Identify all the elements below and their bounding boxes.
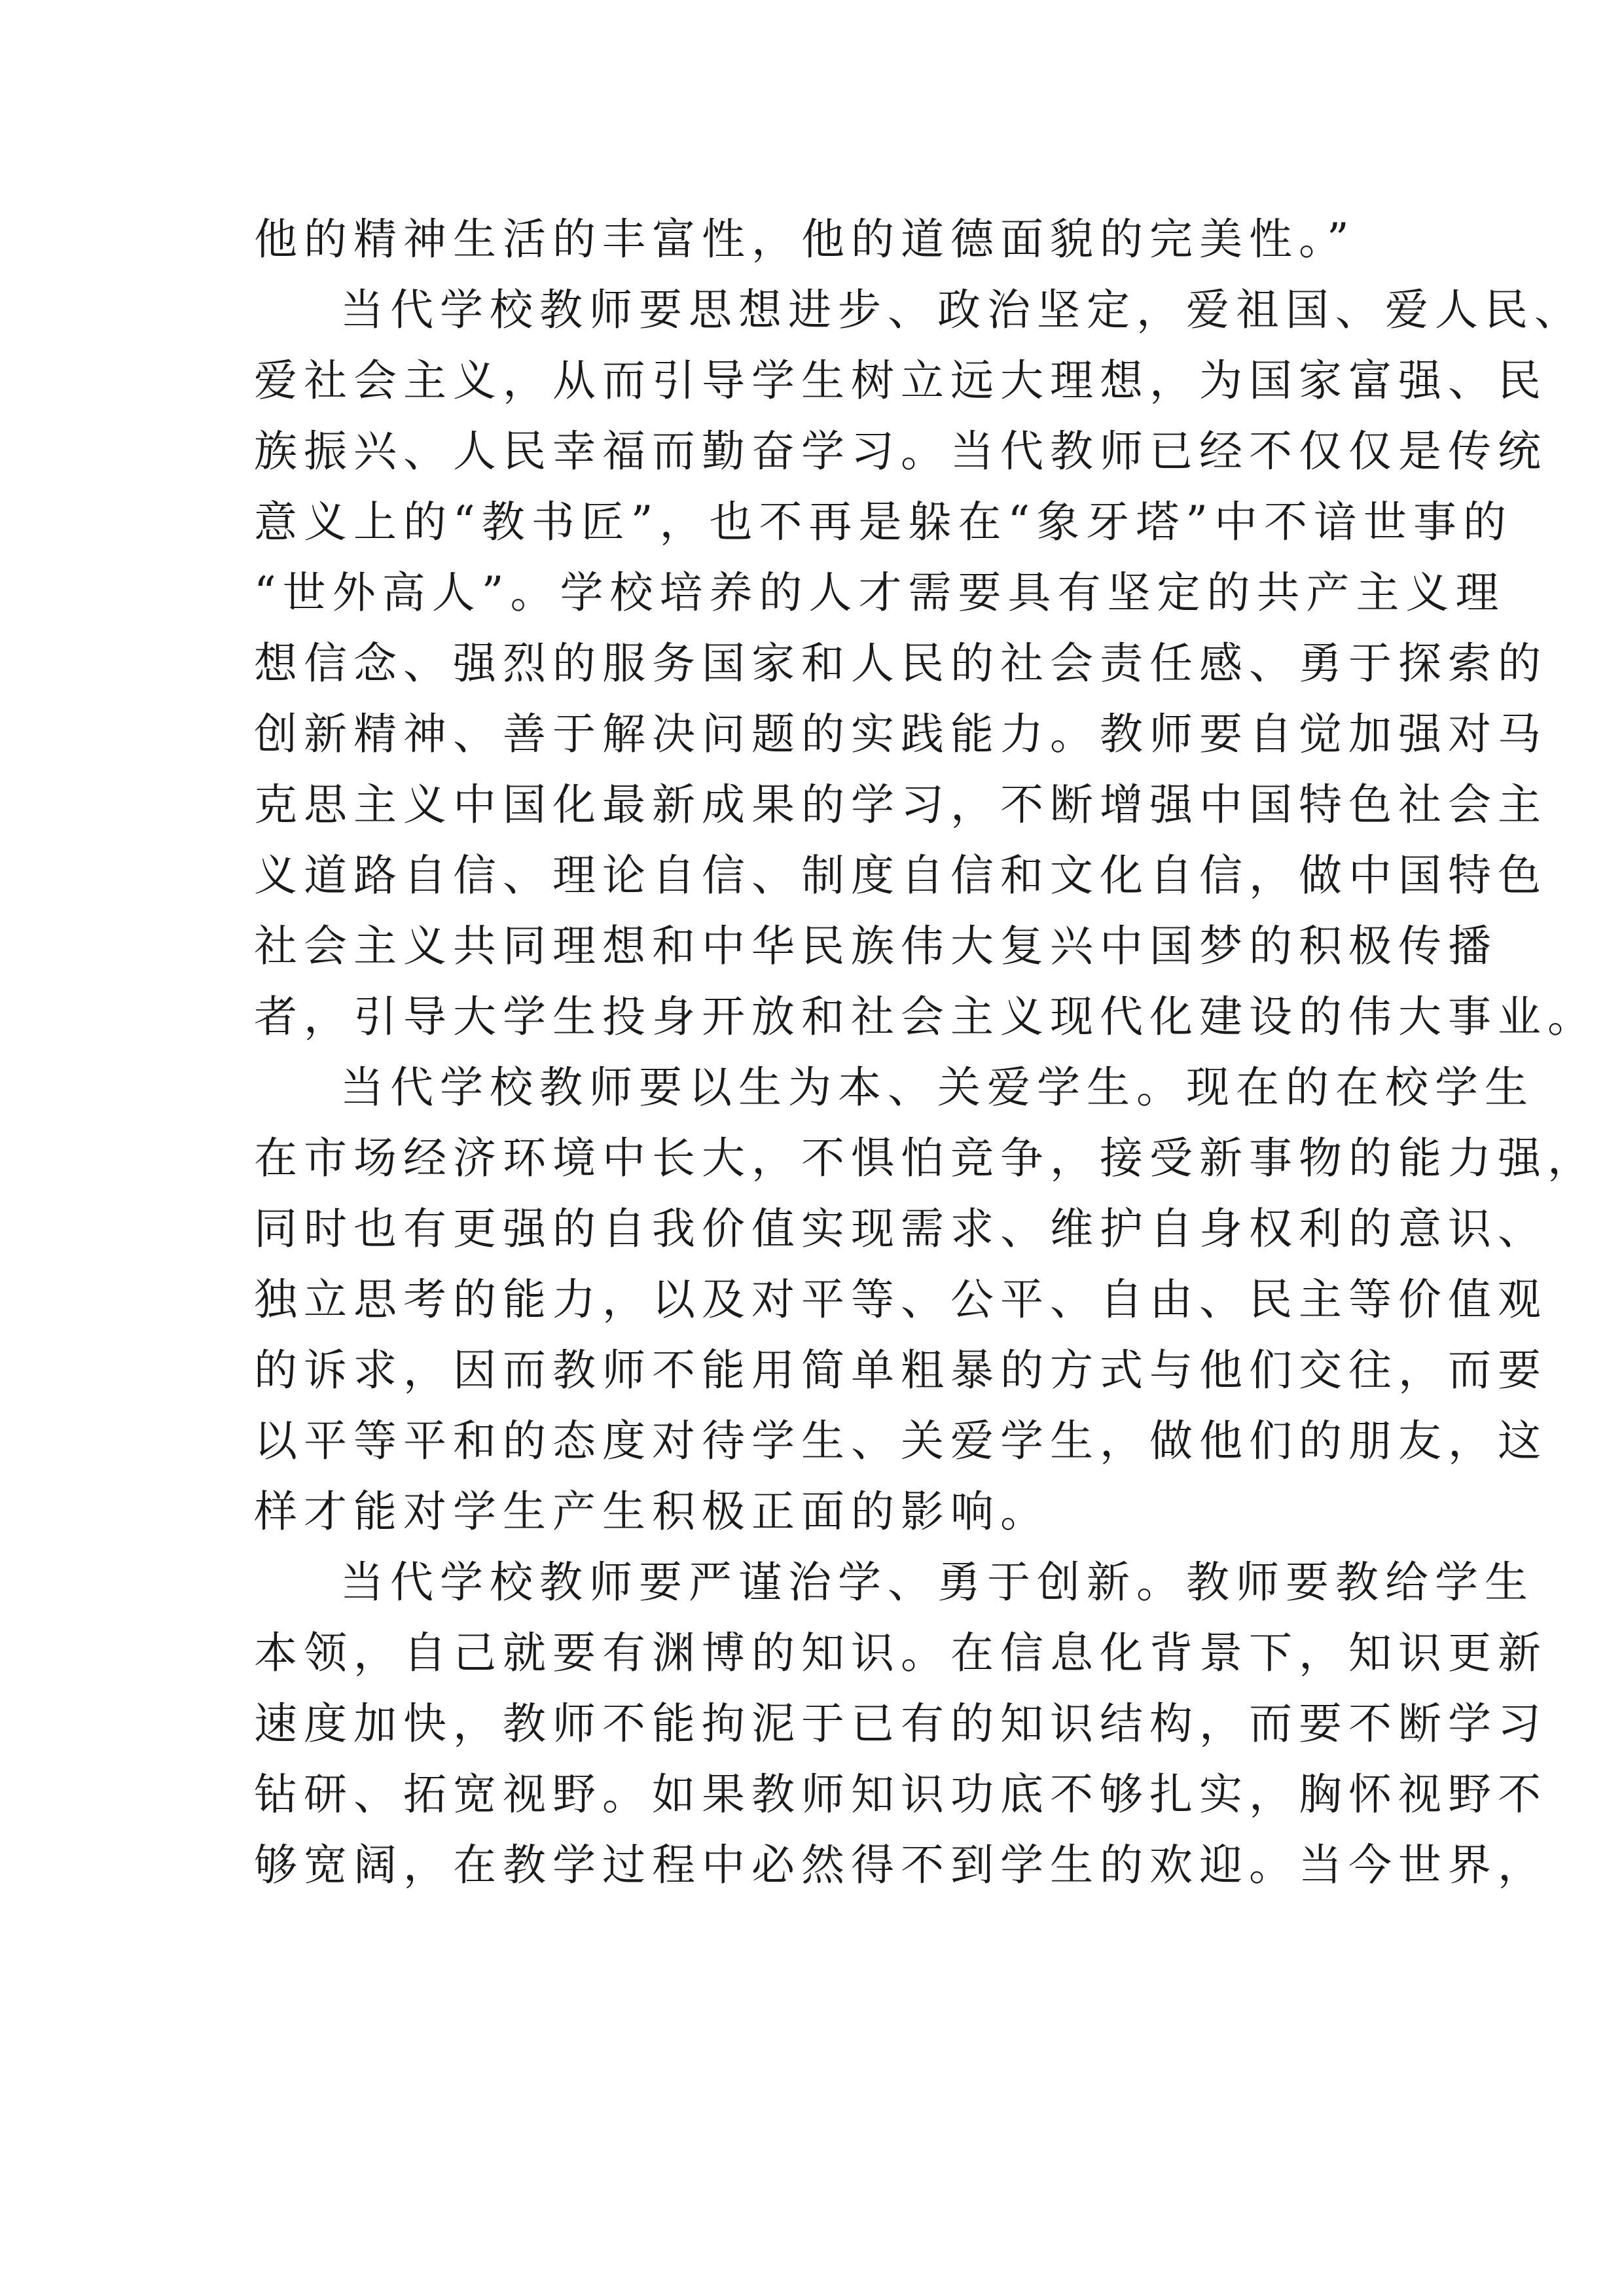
text-line: 样才能对学生产生积极正面的影响。 (254, 1486, 1050, 1537)
text-line: 族振兴、人民幸福而勤奋学习。当代教师已经不仅仅是传统 (254, 426, 1547, 476)
text-line: 克思主义中国化最新成果的学习，不断增强中国特色社会主 (254, 780, 1547, 830)
text-line: 以平等平和的态度对待学生、关爱学生，做他们的朋友，这 (254, 1416, 1547, 1466)
text-line: 者，引导大学生投身开放和社会主义现代化建设的伟大事业。 (254, 992, 1597, 1042)
text-line: 社会主义共同理想和中华民族伟大复兴中国梦的积极传播 (254, 921, 1498, 971)
text-line: 的诉求，因而教师不能用简单粗暴的方式与他们交往，而要 (254, 1345, 1547, 1395)
text-line: 想信念、强烈的服务国家和人民的社会责任感、勇于探索的 (254, 638, 1547, 689)
text-line: 当代学校教师要思想进步、政治坚定，爱祖国、爱人民、 (340, 285, 1584, 335)
text-line: 钻研、拓宽视野。如果教师知识功底不够扎实，胸怀视野不 (254, 1769, 1547, 1820)
text-line: 他的精神生活的丰富性，他的道德面貌的完美性。” (254, 214, 1356, 264)
text-line: 本领，自己就要有渊博的知识。在信息化背景下，知识更新 (254, 1628, 1547, 1678)
text-line: 速度加快，教师不能拘泥于已有的知识结构，而要不断学习 (254, 1698, 1547, 1749)
text-line: 当代学校教师要严谨治学、勇于创新。教师要教给学生 (340, 1557, 1534, 1607)
text-line: 在市场经济环境中长大，不惧怕竞争，接受新事物的能力强， (254, 1133, 1597, 1183)
body-text (254, 204, 1597, 1901)
text-line: 独立思考的能力，以及对平等、公平、自由、民主等价值观 (254, 1274, 1547, 1325)
text-line: 创新精神、善于解决问题的实践能力。教师要自觉加强对马 (254, 709, 1547, 759)
text-line: 同时也有更强的自我价值实现需求、维护自身权利的意识、 (254, 1204, 1547, 1254)
text-line: 爱社会主义，从而引导学生树立远大理想，为国家富强、民 (254, 355, 1547, 406)
text-line: 够宽阔，在教学过程中必然得不到学生的欢迎。当今世界， (254, 1840, 1547, 1890)
text-line: “世外高人”。学校培养的人才需要具有坚定的共产主义理 (254, 567, 1506, 618)
text-line: 意义上的“教书匠”，也不再是躲在“象牙塔”中不谙世事的 (254, 497, 1513, 547)
text-line: 当代学校教师要以生为本、关爱学生。现在的在校学生 (340, 1062, 1534, 1113)
text-line: 义道路自信、理论自信、制度自信和文化自信，做中国特色 (254, 850, 1547, 901)
